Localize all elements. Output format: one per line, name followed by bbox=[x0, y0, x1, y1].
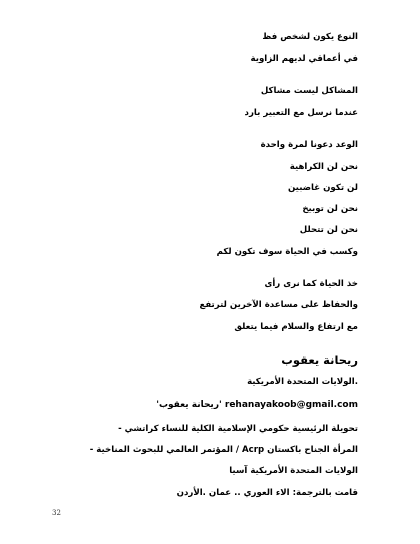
poem-line: الوعد دعونا لمرة واحدة bbox=[260, 140, 358, 150]
author-email-line: rehanayakoob@gmail.com 'ريحانة يعقوب' bbox=[156, 400, 358, 410]
poem-line: مع ارتفاع والسلام فيما يتعلق bbox=[234, 322, 358, 332]
poem-line: خذ الحياة كما نرى رأى bbox=[264, 279, 358, 289]
poem-line: المشاكل ليست مشاكل bbox=[260, 86, 358, 96]
poem-line: النوع يكون لشخص فظ bbox=[262, 32, 358, 42]
translator-credit: قامت بالترجمة: الاء العوري .. عمان .الأردن bbox=[176, 488, 358, 498]
author-bio-line: المرأة الجناح باكستان Acrp / المؤتمر العالمي للبحوث المناخية - bbox=[89, 445, 358, 455]
poem-line: لن تكون غاضبين bbox=[287, 183, 358, 193]
poem-line: في أعماقي لديهم الزاوية bbox=[250, 54, 358, 64]
author-bio-line: تحويلة الرئيسية حكومي الإسلامية الكلية للنساء كراتشي - bbox=[118, 424, 358, 434]
author-name: ريحانة يعقوب bbox=[281, 353, 358, 367]
poem-line: نحن لن توبيخ bbox=[302, 204, 358, 214]
poem-line: والحفاظ على مساعدة الآخرين لترتفع bbox=[199, 300, 358, 310]
author-country: .الولايات المتحدة الأمريكية bbox=[247, 377, 358, 387]
author-bio-line: الولايات المتحدة الأمريكية آسيا bbox=[229, 466, 358, 476]
page-number: 32 bbox=[52, 509, 61, 517]
poem-line: نحن لن الكراهية bbox=[289, 162, 358, 172]
poem-line: نحن لن تتحلل bbox=[299, 225, 358, 235]
poem-line: عندما نرسل مع التعبير بارد bbox=[244, 108, 358, 118]
poem-line: وكسب في الحياة سوف تكون لكم bbox=[216, 247, 358, 257]
